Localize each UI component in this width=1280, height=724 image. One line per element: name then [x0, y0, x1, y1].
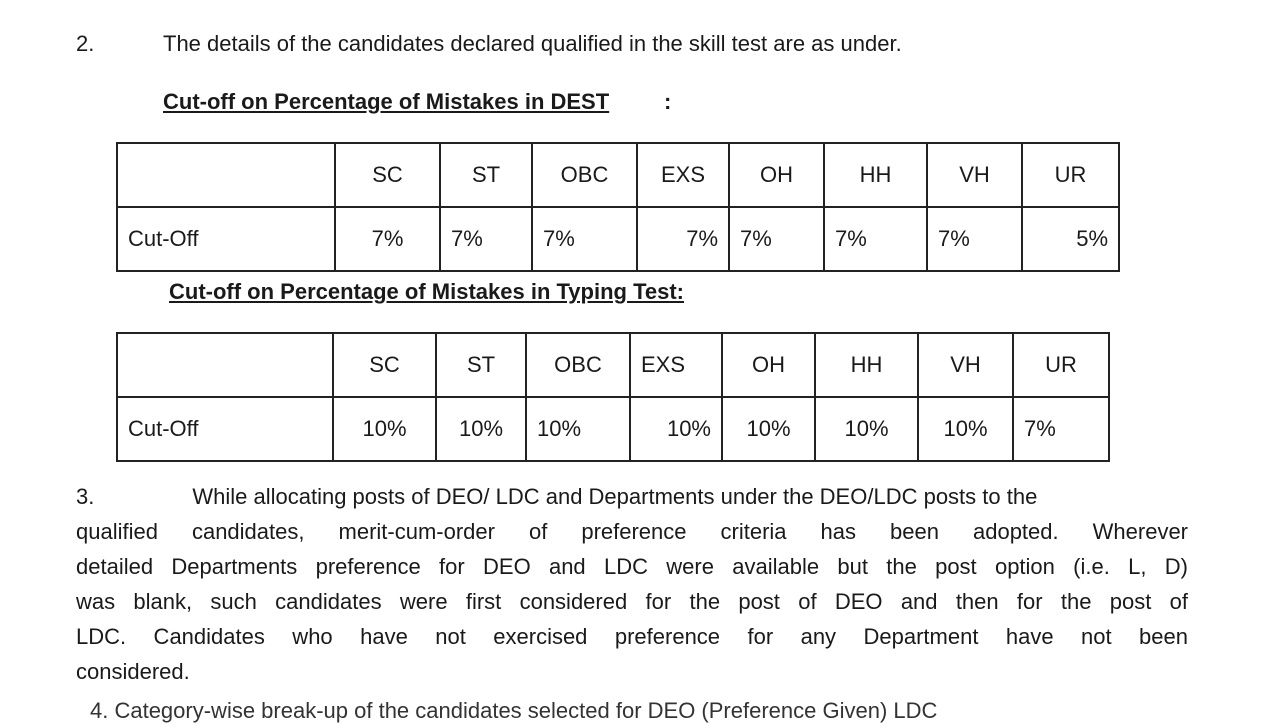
typing-value-cell: 10%	[918, 397, 1013, 461]
section-3-line: detailed Departments preference for DEO and LDC were available but the post option (i.e. L, D)	[76, 554, 1188, 579]
dest-value-row	[117, 207, 1119, 271]
typing-value-cell: 10%	[526, 397, 630, 461]
typing-header-cell: OBC	[526, 333, 630, 397]
dest-header-cell: EXS	[637, 143, 729, 207]
section-3-line: was blank, such candidates were first considered for the post of DEO and then for the post of	[76, 589, 1188, 614]
dest-value-cell: 7%	[824, 207, 927, 271]
dest-value-cell: 7%	[335, 207, 440, 271]
dest-caption-colon: :	[664, 89, 672, 114]
dest-row-label: Cut-Off	[117, 207, 335, 271]
typing-header-cell: SC	[333, 333, 436, 397]
next-section-text: 4. Category-wise break-up of the candidates selected for DEO (Preference Given) LDC	[90, 698, 938, 723]
section-3-line: qualified candidates, merit-cum-order of preference criteria has been adopted. Wherever	[76, 519, 1188, 544]
dest-value-cell: 7%	[440, 207, 532, 271]
dest-header-cell: HH	[824, 143, 927, 207]
dest-header-cell: VH	[927, 143, 1022, 207]
dest-value-cell: 7%	[532, 207, 637, 271]
dest-header-cell	[117, 143, 335, 207]
dest-header-cell: SC	[335, 143, 440, 207]
dest-caption	[163, 89, 609, 115]
typing-header-cell: ST	[436, 333, 526, 397]
section-2-number: 2.	[76, 31, 95, 56]
typing-value-row	[117, 397, 1109, 461]
typing-header-cell: EXS	[630, 333, 722, 397]
typing-row-label: Cut-Off	[117, 397, 333, 461]
dest-header-row	[117, 143, 1119, 207]
typing-value-cell: 10%	[815, 397, 918, 461]
typing-value-cell: 7%	[1013, 397, 1109, 461]
dest-value-cell: 7%	[729, 207, 824, 271]
section-3-line-text: While allocating posts of DEO/ LDC and Departments under the DEO/LDC posts to the	[192, 484, 1038, 509]
typing-header-cell	[117, 333, 333, 397]
dest-caption-text: Cut-off on Percentage of Mistakes in DEST	[163, 89, 610, 114]
next-section-partial	[0, 698, 1280, 723]
section-3-line: considered.	[76, 659, 190, 684]
dest-value-cell: 7%	[637, 207, 729, 271]
typing-header-cell: OH	[722, 333, 815, 397]
typing-header-cell: HH	[815, 333, 918, 397]
dest-cutoff-table	[116, 142, 1120, 272]
section-2-text: The details of the candidates declared qualified in the skill test are as under.	[163, 31, 902, 56]
typing-caption: Cut-off on Percentage of Mistakes in Typing Test:	[169, 279, 685, 304]
typing-value-cell: 10%	[333, 397, 436, 461]
typing-cutoff-table	[116, 332, 1110, 462]
dest-header-cell: OH	[729, 143, 824, 207]
typing-value-cell: 10%	[436, 397, 526, 461]
dest-header-cell: ST	[440, 143, 532, 207]
dest-header-cell: UR	[1022, 143, 1119, 207]
typing-value-cell: 10%	[630, 397, 722, 461]
typing-value-cell: 10%	[722, 397, 815, 461]
typing-header-cell: UR	[1013, 333, 1109, 397]
dest-value-cell: 7%	[927, 207, 1022, 271]
section-3-line: LDC. Candidates who have not exercised preference for any Department have not been	[76, 624, 1188, 649]
typing-header-row	[117, 333, 1109, 397]
dest-value-cell: 5%	[1022, 207, 1119, 271]
dest-header-cell: OBC	[532, 143, 637, 207]
section-3-number: 3.	[76, 484, 95, 509]
section-3-line	[76, 479, 1188, 514]
typing-header-cell: VH	[918, 333, 1013, 397]
section-3-paragraph	[76, 479, 1188, 689]
